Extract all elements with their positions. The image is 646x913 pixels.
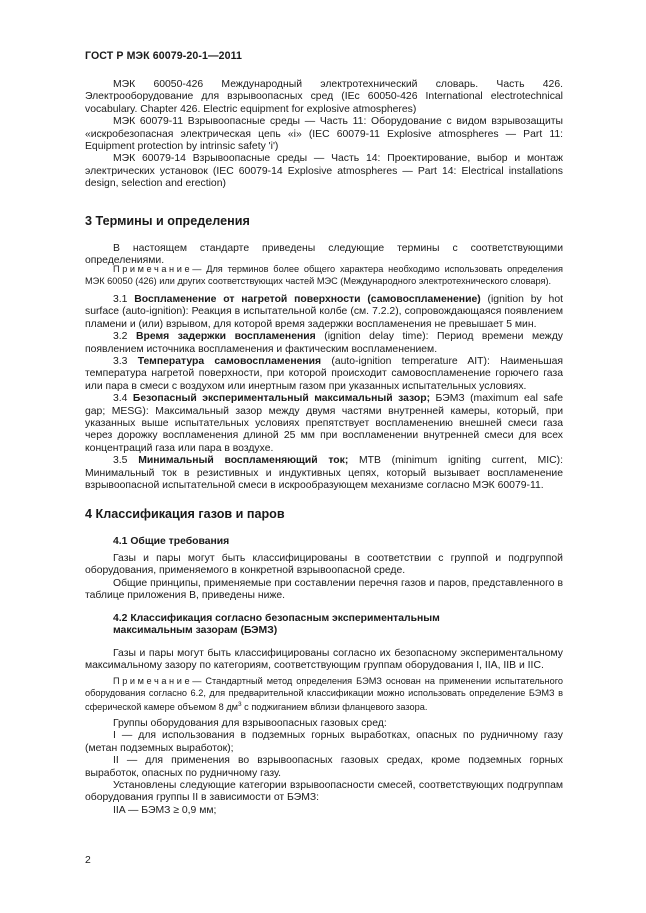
page-number: 2 xyxy=(85,855,91,866)
subgroup-iia: IIA — БЭМЗ ≥ 0,9 мм; xyxy=(113,804,217,816)
equipment-groups-block: Группы оборудования для взрывоопасных газовых сред: I — для использования в подземных горных выработках, опасных по рудничному газу (метан подземных выработок); II — для применения во взрывоопасных газовых средах, кроме подземных горных выработок, опасных по рудничному газу. Установлены следующие категории взрывоопасности смесей, соответствующих подгруппам оборудования группы II в зависимости от БЭМЗ: IIA — БЭМЗ ≥ 0,9 мм; xyxy=(85,718,563,816)
term-3-5: 3.5 Минимальный воспламеняющий ток; МТВ (minimum igniting current, MIC): Минимальный ток в резистивных и индуктивных цепях, который вызывает воспламенение взрывоопасной испытательной смеси в искрообразующем механизме согласно МЭК 60079-11. xyxy=(85,455,563,492)
reference-item: МЭК 60079-14 Взрывоопасные среды — Часть 14: Проектирование, выбор и монтаж электрических установок (IEC 60079-14 Explosive atmospheres — Part 14: Electrical installations design, selection and erection) xyxy=(85,153,563,190)
reference-item: МЭК 60079-11 Взрывоопасные среды — Часть 11: Оборудование с видом взрывозащиты «искробезопасная электрическая цепь «i» (IEC 60079-11 Explosive atmospheres — Part 11: Equipment protection by intrinsic safety 'i') xyxy=(85,116,563,153)
note-text: — Для терминов более общего характера необходимо использовать определения МЭК 60050 (426) или других соответствующих частей МЭС (Международного электротехнического словаря). xyxy=(85,264,563,286)
group-ii: II — для применения во взрывоопасных газовых средах, кроме подземных горных выработок, опасных по рудничному газу. xyxy=(85,755,563,779)
reference-item: МЭК 60050-426 Международный электротехнический словарь. Часть 426. Электрооборудование для взрывоопасных сред (IEc 60050-426 International electrotechnical vocabulary. Chapter 426. Electric equipment for explosive atmospheres) xyxy=(85,79,563,115)
term-3-3: 3.3 Температура самовоспламенения (auto-ignition temperature AIT): Наименьшая температура нагретой поверхности, при которой происходит самовоспламенение горючего газа или пара в смеси с воздухом или инертным газом при указанных испытательных условиях. xyxy=(85,356,564,392)
group-i: I — для использования в подземных горных выработках, опасных по рудничному газу (метан подземных выработок); xyxy=(85,730,563,754)
section-3-note xyxy=(85,264,563,287)
subsection-4-1-heading: 4.1 Общие требования xyxy=(113,536,230,547)
term-3-4: 3.4 Безопасный экспериментальный максимальный зазор; БЭМЗ (maximum eal safe gap; MESG): Максимальный зазор между двумя частями внутренней камеры, который, при указанных выше испытательных условиях препятствует воспламенению внешней смеси газа через дорожку воспламенения длиной 25 мм при воспламенении внутренней смеси для всех концентраций газа или пара в воздухе. xyxy=(85,393,563,454)
subsection-4-1-body: Газы и пары могут быть классифицированы в соответствии с группой и подгруппой оборудования, применяемого в конкретной взрывоопасной среде. Общие принципы, применяемые при составлении перечня газов и паров, представленного в таблице приложения B, приведены ниже. xyxy=(85,553,563,602)
document-header: ГОСТ Р МЭК 60079-20-1—2011 xyxy=(85,50,243,62)
section-3-intro: В настоящем стандарте приведены следующие термины с соответствующими определениями. xyxy=(85,243,563,267)
subsection-4-2-heading: 4.2 Классификация согласно безопасным экспериментальным максимальным зазорам (БЭМЗ) xyxy=(113,613,440,637)
term-3-1: 3.1 Воспламенение от нагретой поверхности (самовоспламенение) (ignition by hot surface (auto-ignition): Реакция в испытательной колбе (см. 7.2.2), сопровождающаяся появлением пламени и (или) взрывом, для которой время задержки воспламенения не превышает 5 мин. xyxy=(85,294,563,330)
subsection-4-2-note: Примечание— Стандартный метод определения БЭМЗ основан на применении испытательного оборудования согласно 6.2, для предварительной классификации можно использовать определение БЭМЗ в сферической камере объемом 8 $дм^3$ с поджиганием вблизи фланцевого зазора. xyxy=(85,676,563,713)
terms-block xyxy=(85,294,563,493)
term-3-2: 3.2 Время задержки воспламенения (ignition delay time): Период времени между появлением источника воспламенения и фактическим воспламенением. xyxy=(85,331,563,355)
subsection-4-2-body: Газы и пары могут быть классифицированы согласно их безопасному экспериментальному максимальному зазору по категориям, соответствующим группам оборудования I, IIA, IIB и IIC. xyxy=(85,648,563,672)
note-label: Примечание xyxy=(113,676,193,686)
section-3-heading: 3 Термины и определения xyxy=(85,214,250,228)
section-4-heading: 4 Классификация газов и паров xyxy=(85,507,285,521)
note-label: Примечание xyxy=(113,264,193,274)
references-block xyxy=(85,79,563,191)
